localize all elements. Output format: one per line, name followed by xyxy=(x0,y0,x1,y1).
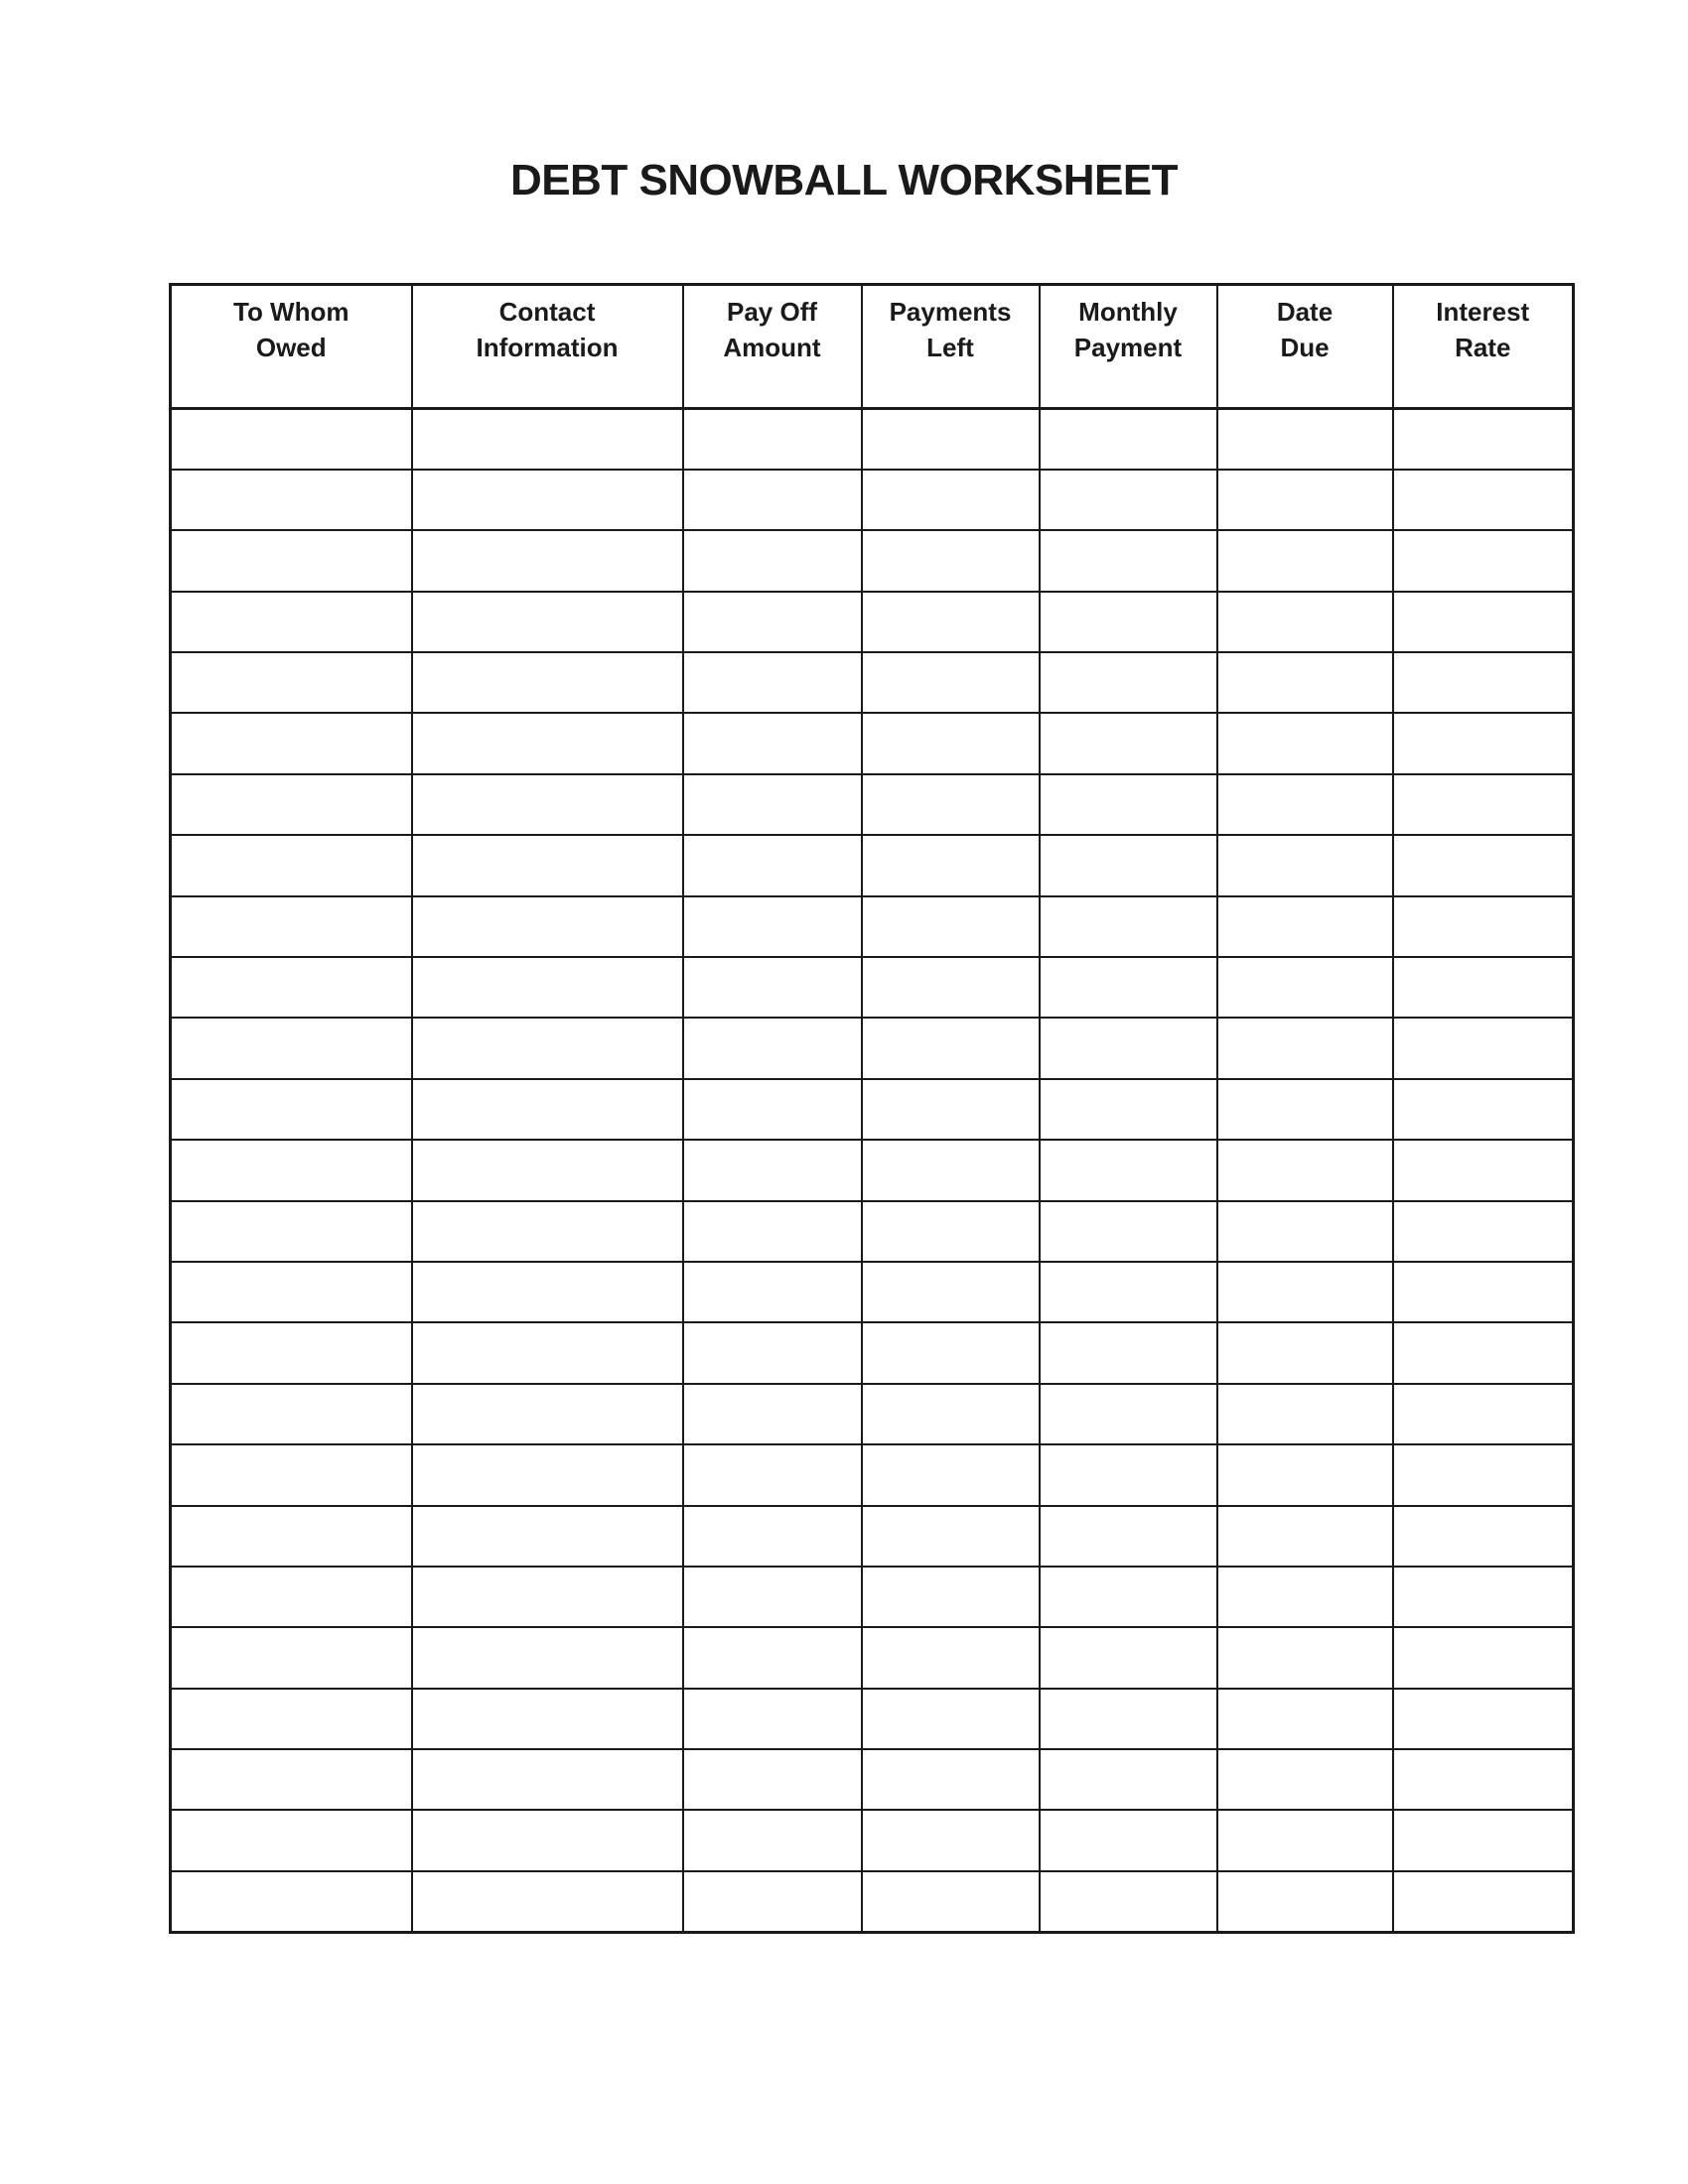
table-row xyxy=(171,1322,1574,1383)
empty-cell-payments-left xyxy=(862,1018,1040,1078)
empty-cell-interest-rate xyxy=(1393,652,1574,713)
empty-cell-contact-information xyxy=(412,1262,683,1322)
empty-cell-to-whom-owed xyxy=(171,835,412,895)
empty-cell-date-due xyxy=(1217,1201,1393,1262)
empty-cell-payments-left xyxy=(862,1689,1040,1749)
empty-cell-date-due xyxy=(1217,1627,1393,1688)
empty-cell-to-whom-owed xyxy=(171,1871,412,1932)
empty-cell-interest-rate xyxy=(1393,1810,1574,1870)
empty-cell-interest-rate xyxy=(1393,1384,1574,1444)
empty-cell-date-due xyxy=(1217,1871,1393,1932)
empty-cell-payments-left xyxy=(862,470,1040,530)
page-title: DEBT SNOWBALL WORKSHEET xyxy=(509,156,1179,205)
empty-cell-contact-information xyxy=(412,530,683,591)
empty-cell-pay-off-amount xyxy=(683,1018,862,1078)
header-label-line: Due xyxy=(1280,333,1330,362)
empty-cell-pay-off-amount xyxy=(683,835,862,895)
empty-cell-monthly-payment xyxy=(1040,652,1217,713)
empty-cell-payments-left xyxy=(862,774,1040,835)
empty-cell-contact-information xyxy=(412,1444,683,1505)
empty-cell-interest-rate xyxy=(1393,1322,1574,1383)
empty-cell-contact-information xyxy=(412,1140,683,1200)
empty-cell-to-whom-owed xyxy=(171,530,412,591)
empty-cell-contact-information xyxy=(412,774,683,835)
empty-cell-payments-left xyxy=(862,1444,1040,1505)
table-row xyxy=(171,1506,1574,1567)
header-label-line: Monthly xyxy=(1078,297,1178,327)
empty-cell-interest-rate xyxy=(1393,957,1574,1018)
empty-cell-date-due xyxy=(1217,530,1393,591)
header-label-line: Contact xyxy=(498,297,596,327)
empty-cell-pay-off-amount xyxy=(683,1140,862,1200)
column-header-pay-off-amount xyxy=(683,285,862,409)
empty-cell-monthly-payment xyxy=(1040,409,1217,470)
header-row xyxy=(171,285,1574,409)
empty-cell-contact-information xyxy=(412,1871,683,1932)
empty-cell-contact-information xyxy=(412,1018,683,1078)
header-label-line: Payment xyxy=(1073,333,1183,362)
empty-cell-interest-rate xyxy=(1393,835,1574,895)
empty-cell-date-due xyxy=(1217,1079,1393,1140)
header-label-line: Information xyxy=(476,333,619,362)
header-label-line: Amount xyxy=(723,333,821,362)
empty-cell-monthly-payment xyxy=(1040,774,1217,835)
table-row xyxy=(171,1567,1574,1627)
empty-cell-to-whom-owed xyxy=(171,774,412,835)
table-row xyxy=(171,774,1574,835)
empty-cell-contact-information xyxy=(412,1627,683,1688)
empty-cell-pay-off-amount xyxy=(683,1201,862,1262)
table-row xyxy=(171,652,1574,713)
empty-cell-monthly-payment xyxy=(1040,592,1217,652)
empty-cell-monthly-payment xyxy=(1040,470,1217,530)
empty-cell-monthly-payment xyxy=(1040,1689,1217,1749)
empty-cell-monthly-payment xyxy=(1040,1810,1217,1870)
empty-cell-monthly-payment xyxy=(1040,1444,1217,1505)
empty-cell-contact-information xyxy=(412,409,683,470)
empty-cell-monthly-payment xyxy=(1040,1201,1217,1262)
empty-cell-monthly-payment xyxy=(1040,1322,1217,1383)
table-row xyxy=(171,470,1574,530)
empty-cell-contact-information xyxy=(412,1810,683,1870)
header-label-line: Payments xyxy=(889,297,1012,327)
empty-cell-monthly-payment xyxy=(1040,1627,1217,1688)
empty-cell-monthly-payment xyxy=(1040,1567,1217,1627)
empty-cell-to-whom-owed xyxy=(171,409,412,470)
empty-cell-pay-off-amount xyxy=(683,1079,862,1140)
table-row xyxy=(171,1810,1574,1870)
empty-cell-payments-left xyxy=(862,1567,1040,1627)
empty-cell-interest-rate xyxy=(1393,1871,1574,1932)
empty-cell-interest-rate xyxy=(1393,1262,1574,1322)
empty-cell-to-whom-owed xyxy=(171,1506,412,1567)
table-row xyxy=(171,713,1574,773)
header-label-line: Date xyxy=(1276,297,1334,327)
table-row xyxy=(171,1140,1574,1200)
empty-cell-pay-off-amount xyxy=(683,1567,862,1627)
empty-cell-contact-information xyxy=(412,1749,683,1810)
empty-cell-monthly-payment xyxy=(1040,1079,1217,1140)
empty-cell-interest-rate xyxy=(1393,1627,1574,1688)
empty-cell-interest-rate xyxy=(1393,530,1574,591)
column-header-contact-information xyxy=(412,285,683,409)
empty-cell-contact-information xyxy=(412,1322,683,1383)
empty-cell-to-whom-owed xyxy=(171,1567,412,1627)
empty-cell-to-whom-owed xyxy=(171,1689,412,1749)
empty-cell-payments-left xyxy=(862,835,1040,895)
empty-cell-payments-left xyxy=(862,1140,1040,1200)
empty-cell-pay-off-amount xyxy=(683,774,862,835)
header-label-line: Pay Off xyxy=(726,297,818,327)
empty-cell-pay-off-amount xyxy=(683,957,862,1018)
empty-cell-date-due xyxy=(1217,652,1393,713)
column-header-interest-rate xyxy=(1393,285,1574,409)
empty-cell-pay-off-amount xyxy=(683,409,862,470)
empty-cell-date-due xyxy=(1217,1567,1393,1627)
empty-cell-payments-left xyxy=(862,713,1040,773)
empty-cell-date-due xyxy=(1217,774,1393,835)
empty-cell-interest-rate xyxy=(1393,1506,1574,1567)
empty-cell-pay-off-amount xyxy=(683,652,862,713)
empty-cell-interest-rate xyxy=(1393,896,1574,957)
empty-cell-contact-information xyxy=(412,957,683,1018)
empty-cell-interest-rate xyxy=(1393,1689,1574,1749)
empty-cell-pay-off-amount xyxy=(683,470,862,530)
table-row xyxy=(171,530,1574,591)
empty-cell-to-whom-owed xyxy=(171,1262,412,1322)
empty-cell-contact-information xyxy=(412,896,683,957)
empty-cell-to-whom-owed xyxy=(171,1749,412,1810)
empty-cell-payments-left xyxy=(862,1627,1040,1688)
empty-cell-to-whom-owed xyxy=(171,470,412,530)
header-label-line: Left xyxy=(926,333,974,362)
empty-cell-monthly-payment xyxy=(1040,1749,1217,1810)
empty-cell-date-due xyxy=(1217,1262,1393,1322)
table-row xyxy=(171,592,1574,652)
empty-cell-date-due xyxy=(1217,1444,1393,1505)
empty-cell-pay-off-amount xyxy=(683,713,862,773)
table-header xyxy=(171,285,1574,409)
empty-cell-payments-left xyxy=(862,1262,1040,1322)
empty-cell-interest-rate xyxy=(1393,1201,1574,1262)
column-header-date-due xyxy=(1217,285,1393,409)
empty-cell-date-due xyxy=(1217,592,1393,652)
empty-cell-contact-information xyxy=(412,1384,683,1444)
empty-cell-payments-left xyxy=(862,957,1040,1018)
table-row xyxy=(171,1444,1574,1505)
header-label-line: To Whom xyxy=(233,297,350,327)
empty-cell-to-whom-owed xyxy=(171,592,412,652)
table-row xyxy=(171,1079,1574,1140)
empty-cell-interest-rate xyxy=(1393,774,1574,835)
empty-cell-monthly-payment xyxy=(1040,835,1217,895)
empty-cell-interest-rate xyxy=(1393,1079,1574,1140)
empty-cell-interest-rate xyxy=(1393,409,1574,470)
empty-cell-interest-rate xyxy=(1393,1749,1574,1810)
column-header-monthly-payment xyxy=(1040,285,1217,409)
table-row xyxy=(171,1871,1574,1932)
empty-cell-pay-off-amount xyxy=(683,1322,862,1383)
empty-cell-payments-left xyxy=(862,409,1040,470)
table-row xyxy=(171,1201,1574,1262)
empty-cell-interest-rate xyxy=(1393,592,1574,652)
empty-cell-to-whom-owed xyxy=(171,1384,412,1444)
empty-cell-to-whom-owed xyxy=(171,713,412,773)
empty-cell-payments-left xyxy=(862,530,1040,591)
empty-cell-payments-left xyxy=(862,1201,1040,1262)
empty-cell-to-whom-owed xyxy=(171,1810,412,1870)
empty-cell-contact-information xyxy=(412,713,683,773)
empty-cell-to-whom-owed xyxy=(171,1627,412,1688)
empty-cell-date-due xyxy=(1217,1506,1393,1567)
table-body xyxy=(171,409,1574,1933)
empty-cell-to-whom-owed xyxy=(171,652,412,713)
table-row xyxy=(171,1749,1574,1810)
empty-cell-date-due xyxy=(1217,957,1393,1018)
empty-cell-monthly-payment xyxy=(1040,1018,1217,1078)
empty-cell-monthly-payment xyxy=(1040,713,1217,773)
empty-cell-contact-information xyxy=(412,470,683,530)
empty-cell-interest-rate xyxy=(1393,713,1574,773)
empty-cell-payments-left xyxy=(862,592,1040,652)
empty-cell-interest-rate xyxy=(1393,1018,1574,1078)
empty-cell-payments-left xyxy=(862,896,1040,957)
empty-cell-interest-rate xyxy=(1393,470,1574,530)
empty-cell-date-due xyxy=(1217,1140,1393,1200)
column-header-to-whom-owed xyxy=(171,285,412,409)
empty-cell-interest-rate xyxy=(1393,1567,1574,1627)
table-row xyxy=(171,1262,1574,1322)
empty-cell-monthly-payment xyxy=(1040,1384,1217,1444)
empty-cell-payments-left xyxy=(862,1384,1040,1444)
empty-cell-date-due xyxy=(1217,409,1393,470)
empty-cell-to-whom-owed xyxy=(171,1322,412,1383)
empty-cell-contact-information xyxy=(412,835,683,895)
empty-cell-payments-left xyxy=(862,1079,1040,1140)
table-row xyxy=(171,1018,1574,1078)
empty-cell-pay-off-amount xyxy=(683,1749,862,1810)
table-row xyxy=(171,835,1574,895)
empty-cell-pay-off-amount xyxy=(683,1627,862,1688)
empty-cell-date-due xyxy=(1217,1689,1393,1749)
empty-cell-contact-information xyxy=(412,592,683,652)
empty-cell-date-due xyxy=(1217,896,1393,957)
empty-cell-pay-off-amount xyxy=(683,1689,862,1749)
empty-cell-pay-off-amount xyxy=(683,1262,862,1322)
empty-cell-date-due xyxy=(1217,1018,1393,1078)
empty-cell-payments-left xyxy=(862,1810,1040,1870)
empty-cell-date-due xyxy=(1217,835,1393,895)
empty-cell-to-whom-owed xyxy=(171,1201,412,1262)
empty-cell-contact-information xyxy=(412,1506,683,1567)
empty-cell-contact-information xyxy=(412,1201,683,1262)
empty-cell-to-whom-owed xyxy=(171,1140,412,1200)
empty-cell-contact-information xyxy=(412,1567,683,1627)
header-label-line: Interest xyxy=(1436,297,1530,327)
table-row xyxy=(171,1689,1574,1749)
empty-cell-pay-off-amount xyxy=(683,530,862,591)
empty-cell-date-due xyxy=(1217,1322,1393,1383)
empty-cell-monthly-payment xyxy=(1040,530,1217,591)
empty-cell-date-due xyxy=(1217,1749,1393,1810)
empty-cell-to-whom-owed xyxy=(171,957,412,1018)
table-row xyxy=(171,1627,1574,1688)
empty-cell-contact-information xyxy=(412,1689,683,1749)
empty-cell-monthly-payment xyxy=(1040,1262,1217,1322)
empty-cell-monthly-payment xyxy=(1040,957,1217,1018)
empty-cell-pay-off-amount xyxy=(683,1506,862,1567)
empty-cell-payments-left xyxy=(862,1506,1040,1567)
table-row xyxy=(171,1384,1574,1444)
empty-cell-contact-information xyxy=(412,1079,683,1140)
column-header-payments-left xyxy=(862,285,1040,409)
header-label-line: Owed xyxy=(255,333,327,362)
empty-cell-interest-rate xyxy=(1393,1444,1574,1505)
empty-cell-pay-off-amount xyxy=(683,1444,862,1505)
empty-cell-pay-off-amount xyxy=(683,592,862,652)
empty-cell-interest-rate xyxy=(1393,1140,1574,1200)
empty-cell-contact-information xyxy=(412,652,683,713)
empty-cell-date-due xyxy=(1217,1810,1393,1870)
empty-cell-payments-left xyxy=(862,1749,1040,1810)
empty-cell-monthly-payment xyxy=(1040,896,1217,957)
table-row xyxy=(171,957,1574,1018)
empty-cell-date-due xyxy=(1217,1384,1393,1444)
empty-cell-payments-left xyxy=(862,1322,1040,1383)
empty-cell-to-whom-owed xyxy=(171,896,412,957)
empty-cell-date-due xyxy=(1217,470,1393,530)
empty-cell-to-whom-owed xyxy=(171,1018,412,1078)
empty-cell-monthly-payment xyxy=(1040,1506,1217,1567)
table-row xyxy=(171,896,1574,957)
empty-cell-date-due xyxy=(1217,713,1393,773)
empty-cell-payments-left xyxy=(862,652,1040,713)
empty-cell-monthly-payment xyxy=(1040,1140,1217,1200)
empty-cell-monthly-payment xyxy=(1040,1871,1217,1932)
empty-cell-to-whom-owed xyxy=(171,1079,412,1140)
debt-snowball-table xyxy=(169,283,1575,1934)
empty-cell-pay-off-amount xyxy=(683,1810,862,1870)
empty-cell-payments-left xyxy=(862,1871,1040,1932)
empty-cell-to-whom-owed xyxy=(171,1444,412,1505)
empty-cell-pay-off-amount xyxy=(683,1384,862,1444)
empty-cell-pay-off-amount xyxy=(683,1871,862,1932)
header-label-line: Rate xyxy=(1455,333,1511,362)
empty-cell-pay-off-amount xyxy=(683,896,862,957)
table-row xyxy=(171,409,1574,470)
